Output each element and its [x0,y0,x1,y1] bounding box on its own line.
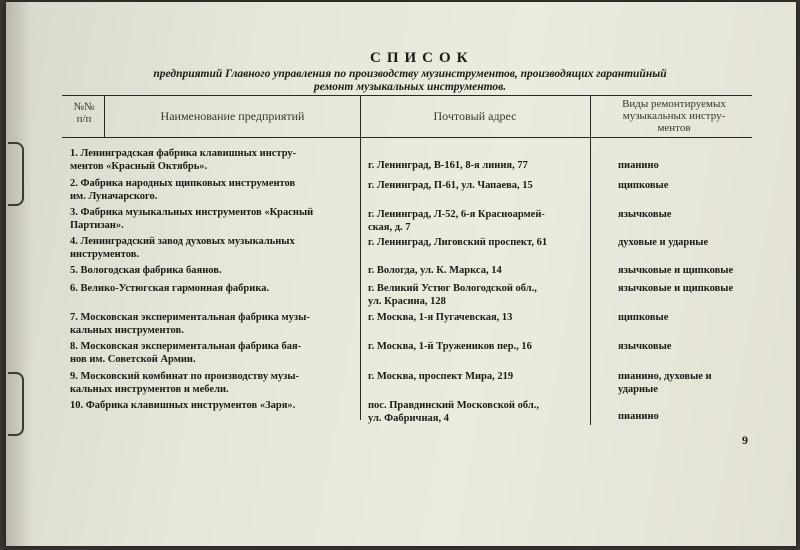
row-name [70,341,301,366]
row-kind-line: пианино [618,410,659,422]
row-kind [618,237,708,250]
row-kind-line: ударные [618,383,658,395]
row-name [70,371,299,396]
page-number: 9 [742,433,748,447]
row-address-line: ул. Фабричная, 4 [368,412,449,424]
row-kind-line: пианино, духовые и [618,371,712,382]
row-address-line: ул. Красина, 128 [368,295,446,307]
row-name [70,265,222,278]
row-name-line: 2. Фабрика народных щипковых инструментов [70,178,296,189]
row-name-line: 7. Московская экспериментальная фабрика музы- [70,312,310,323]
row-name-line: 6. Велико-Устюгская гармонная фабрика. [70,283,270,294]
header-name: Наименование предприятий [160,109,305,123]
row-address [368,160,528,173]
row-address-line: г. Великий Устюг Вологодской обл., [368,283,537,294]
row-address [368,400,539,425]
row-name [70,283,269,296]
row-kind-line: язычковые [618,341,672,352]
document-subtitle [100,68,720,94]
row-kind [618,209,671,222]
row-address [368,265,502,278]
row-kind [618,341,671,354]
row-address-line: г. Ленинград, В-161, 8-я линия, 77 [368,160,528,171]
row-name-line: инструментов. [70,248,140,260]
row-name-line: 1. Ленинградская фабрика клавишных инстру- [70,148,297,159]
row-name [70,312,310,337]
row-kind-line: язычковые и щипковые [618,283,734,294]
header-address: Почтовый адрес [433,109,517,123]
row-name-line: 8. Московская экспериментальная фабрика бая- [70,341,302,352]
header-number: №№ п/п [73,101,95,125]
binding-stitch-bottom [8,372,24,436]
row-name [70,148,296,173]
row-kind-line: язычковые [618,209,672,220]
header-kinds: Виды ремонтируемых музыкальных инстру- ментов [622,98,726,134]
row-name-line: 9. Московский комбинат по производству музы- [70,371,300,382]
row-address-line: г. Ленинград, Л-52, 6-я Красноармей- [368,209,545,220]
subtitle-line-2: ремонт музыкальных инструментов. [313,81,507,93]
table-divider-address [590,95,591,425]
row-name-line: 5. Вологодская фабрика баянов. [70,265,222,276]
row-address-line: г. Вологда, ул. К. Маркса, 14 [368,265,502,276]
row-name-line: 3. Фабрика музыкальных инструментов «Красный [70,207,314,218]
row-address [368,312,512,325]
row-name-line: кальных инструментов и мебели. [70,383,229,395]
row-address-line: г. Москва, 1-я Пугачевская, 13 [368,312,513,323]
row-kind-line: щипковые [618,180,669,191]
row-kind-line: щипковые [618,312,669,323]
row-address-line: г. Москва, проспект Мира, 219 [368,371,514,382]
table-divider-num [104,95,105,137]
row-kind-line: духовые и ударные [618,237,709,248]
row-kind-line [618,398,659,411]
row-name-line: 10. Фабрика клавишных инструментов «Заря». [70,400,296,411]
row-address [368,180,533,193]
row-address [368,237,547,250]
binding-stitch-top [8,142,24,206]
row-name-line: нов им. Советской Армии. [70,353,196,365]
table-divider-name [360,95,361,420]
row-kind [618,312,668,325]
row-kind-line: язычковые и щипковые [618,265,734,276]
row-kind [618,160,659,173]
row-name [70,207,313,232]
row-address-line: г. Ленинград, П-61, ул. Чапаева, 15 [368,180,533,191]
row-kind [618,180,668,193]
row-kind-line: пианино [618,160,659,171]
row-kind [618,265,733,278]
subtitle-line-1: предприятий Главного управления по производству музинструментов, производящих гарантийный [153,68,667,80]
row-name-line: Партизан». [70,219,124,231]
row-address [368,209,545,234]
page-spine [6,2,32,546]
table-top-rule [62,95,752,96]
row-address-line: ская, д. 7 [368,221,411,233]
row-name-line: 4. Ленинградский завод духовых музыкальных [70,236,295,247]
row-address [368,341,532,354]
row-address-line: пос. Правдинский Московской обл., [368,400,539,411]
row-name [70,236,295,261]
row-address-line: г. Москва, 1-й Тружеников пер., 16 [368,341,532,352]
row-name [70,400,295,413]
row-name-line: кальных инструментов. [70,324,184,336]
row-kind [618,371,712,396]
row-name-line: ментов «Красный Октябрь». [70,160,208,172]
document-title: СПИСОК [370,50,474,66]
row-name [70,178,295,203]
row-address-line: г. Ленинград, Лиговский проспект, 61 [368,237,548,248]
row-address [368,371,513,384]
row-name-line: им. Луначарского. [70,190,158,202]
row-kind [618,398,659,423]
table-header-rule [62,137,752,138]
row-kind [618,283,733,296]
row-address [368,283,537,308]
